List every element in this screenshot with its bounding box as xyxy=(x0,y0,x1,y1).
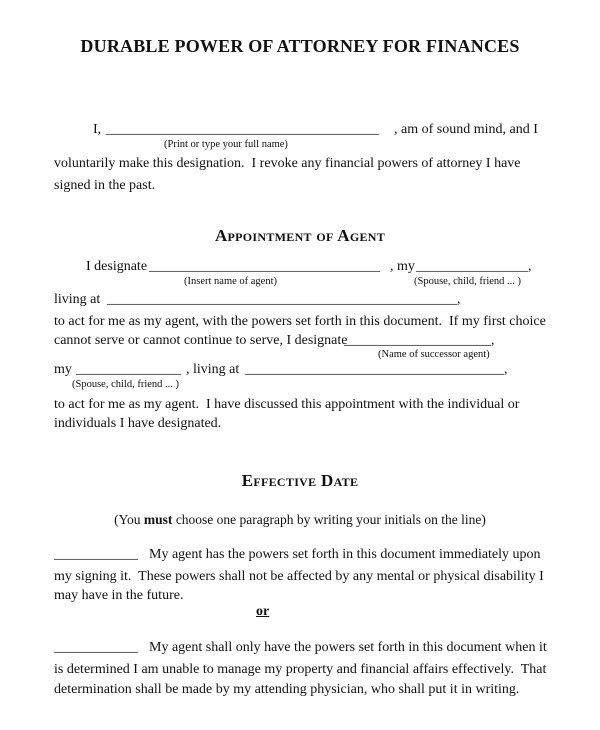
successor-name-field[interactable]: _____________________, xyxy=(344,333,495,348)
option-2-initials-field[interactable]: ____________ xyxy=(54,640,138,655)
option-1-line-1: My agent has the powers set forth in this document immediately upon xyxy=(149,547,541,562)
option-2-line-2: is determined I am unable to manage my property and financial affairs effectively. That xyxy=(54,662,547,677)
intro-line-3: signed in the past. xyxy=(54,178,156,193)
instruction-must: must xyxy=(143,512,173,527)
document-title: DURABLE POWER OF ATTORNEY FOR FINANCES xyxy=(80,36,520,56)
appointment-heading: Appointment of Agent xyxy=(214,226,386,245)
agent-relation-field[interactable]: ________________, xyxy=(416,259,532,274)
appointment-line-act-1: to act for me as my agent, with the powers set forth in this document. If my first choice xyxy=(54,314,546,329)
instruction-text-a: (You xyxy=(114,512,144,527)
successor-name-note: (Name of successor agent) xyxy=(378,349,490,360)
option-1-line-3: may have in the future. xyxy=(54,588,184,603)
agent-name-field[interactable]: _________________________________ xyxy=(149,259,380,274)
effective-date-heading: Effective Date xyxy=(241,471,359,490)
option-1-initials-field[interactable]: ____________ xyxy=(54,547,138,562)
option-1-line-2: my signing it. These powers shall not be affected by any mental or physical disability I xyxy=(54,569,544,584)
appointment-line-act-2: to act for me as my agent. I have discussed this appointment with the individual or xyxy=(54,397,520,412)
appointment-line-cannot-serve: cannot serve or cannot continue to serve, I designate xyxy=(54,333,348,348)
intro-i-label: I, xyxy=(93,122,102,137)
or-text: or xyxy=(256,604,270,619)
appointment-line-act-3: individuals I have designated. xyxy=(54,416,222,431)
instruction-text-b: choose one paragraph by writing your initials on the line) xyxy=(172,512,486,527)
agent-name-note: (Insert name of agent) xyxy=(184,276,277,287)
agent-relation-note: (Spouse, child, friend ... ) xyxy=(414,276,522,287)
designate-label: I designate xyxy=(86,259,148,274)
agent-address-field[interactable]: __________________________________________________, xyxy=(107,292,461,307)
full-name-note: (Print or type your full name) xyxy=(164,139,288,150)
successor-living-at-label: , living at xyxy=(186,362,240,377)
option-2-line-1: My agent shall only have the powers set forth in this document when it xyxy=(149,640,547,655)
or-label xyxy=(256,604,269,620)
successor-address-field[interactable]: _____________________________________, xyxy=(245,362,508,377)
intro-line-2: voluntarily make this designation. I revoke any financial powers of attorney I have xyxy=(54,156,521,171)
effective-instruction xyxy=(0,512,600,528)
successor-relation-note: (Spouse, child, friend ... ) xyxy=(72,379,180,390)
successor-relation-field[interactable]: _______________ xyxy=(76,362,181,377)
living-at-label: living at xyxy=(54,292,101,307)
option-2-line-3: determination shall be made by my attending physician, who shall put it in writing. xyxy=(54,682,520,697)
successor-my-label: my xyxy=(54,362,72,377)
full-name-field[interactable]: _______________________________________ xyxy=(106,122,379,137)
intro-sound-mind-text: , am of sound mind, and I xyxy=(394,122,538,137)
my-label: , my xyxy=(390,259,415,274)
